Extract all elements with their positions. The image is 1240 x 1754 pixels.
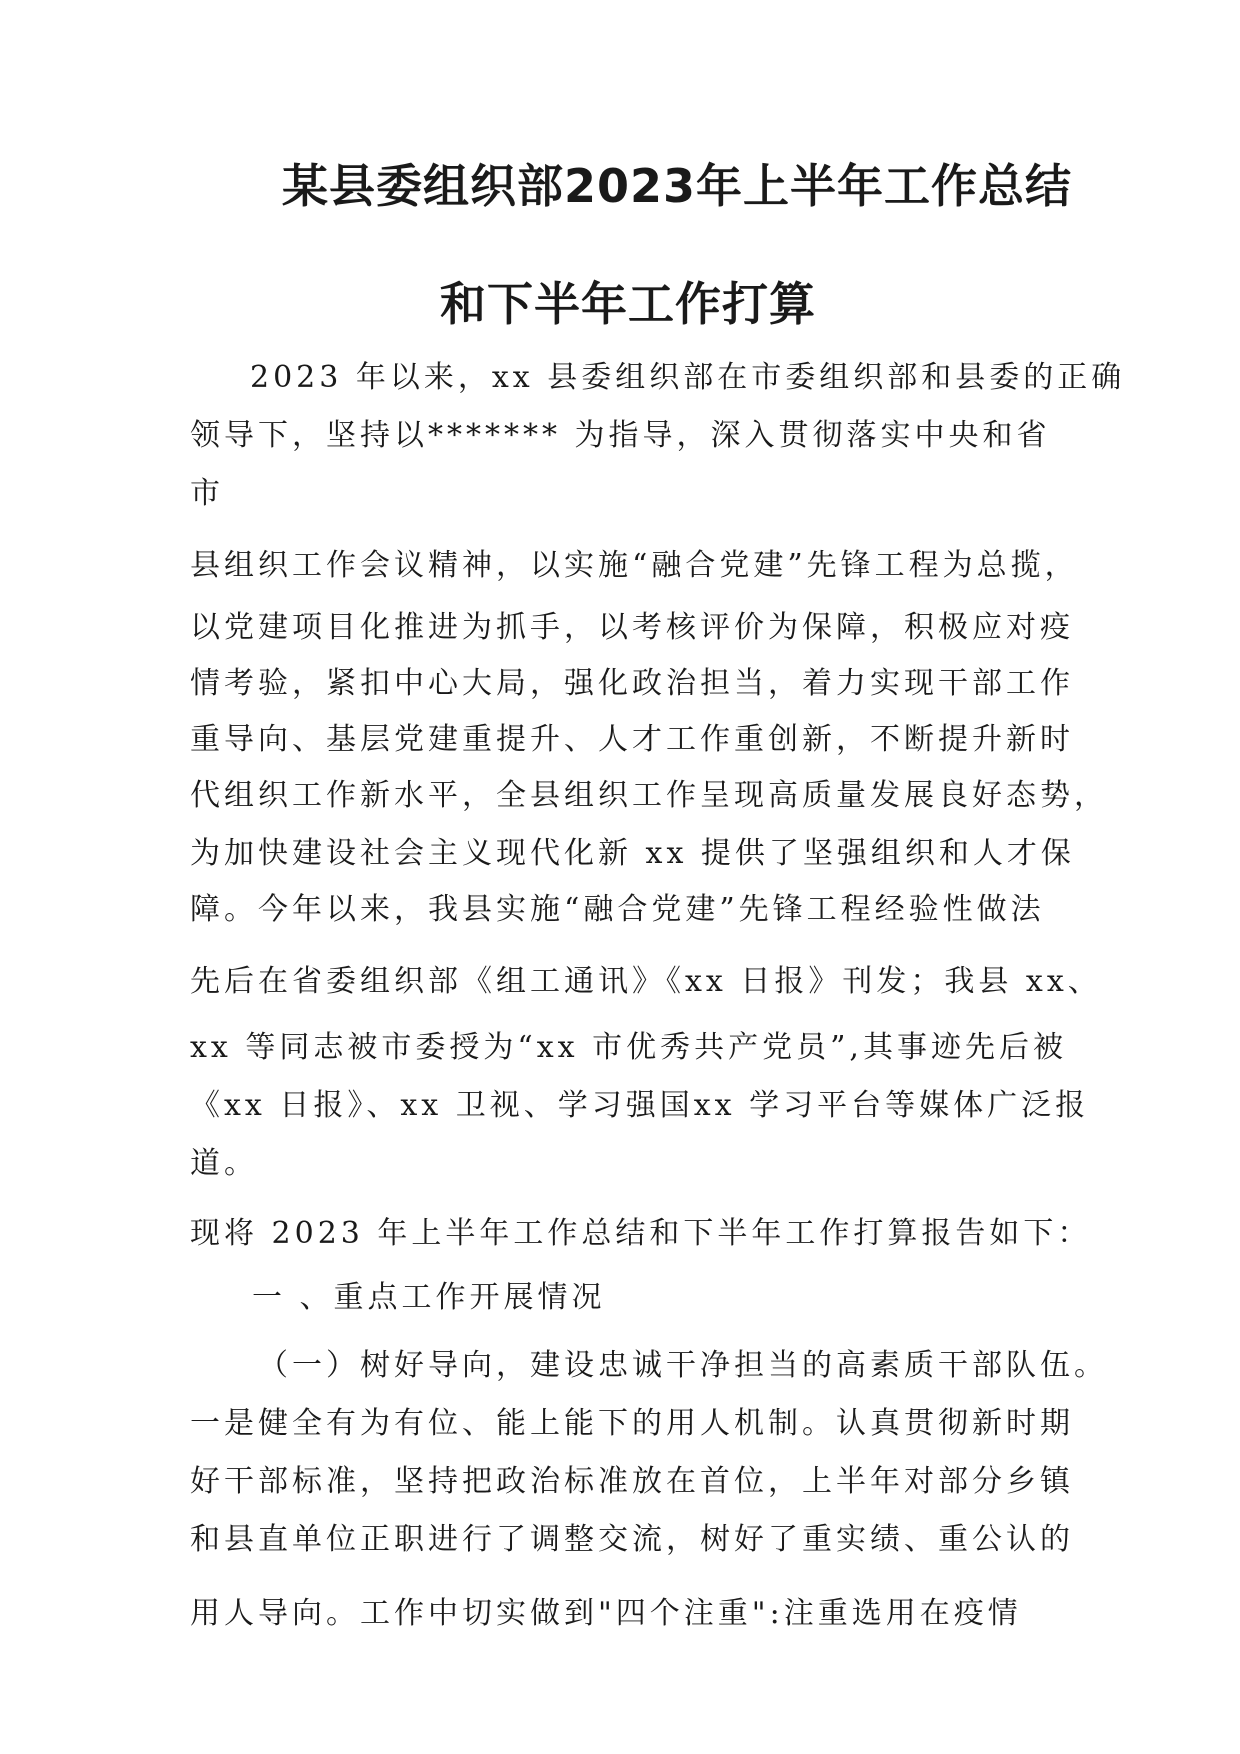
body-line: 用人导向。工作中切实做到"四个注重":注重选用在疫情 <box>190 1596 1022 1631</box>
body-line: 先后在省委组织部《组工通讯》《xx 日报》刊发；我县 xx、 <box>190 964 1102 999</box>
body-line: 情考验，紧扣中心大局，强化政治担当，着力实现干部工作 <box>190 666 1074 701</box>
section-heading: 一 、重点工作开展情况 <box>252 1280 606 1315</box>
body-line: 为加快建设社会主义现代化新 xx 提供了坚强组织和人才保 <box>190 836 1075 871</box>
body-line: 代组织工作新水平，全县组织工作呈现高质量发展良好态势， <box>190 778 1108 813</box>
body-line: 道。 <box>190 1146 258 1181</box>
body-line: 市 <box>190 476 224 511</box>
body-line: 领导下，坚持以******* 为指导，深入贯彻落实中央和省 <box>190 418 1051 453</box>
body-line: 一是健全有为有位、能上能下的用人机制。认真贯彻新时期 <box>190 1406 1074 1441</box>
body-line: xx 等同志被市委授为“xx 市优秀共产党员”,其事迹先后被 <box>190 1030 1067 1065</box>
document-title-line1: 某县委组织部2023年上半年工作总结 <box>282 159 1073 213</box>
body-line: 现将 2023 年上半年工作总结和下半年工作打算报告如下： <box>190 1216 1092 1251</box>
subsection-heading: （一）树好导向，建设忠诚干净担当的高素质干部队伍。 <box>258 1348 1108 1383</box>
body-line: 县组织工作会议精神，以实施“融合党建”先锋工程为总揽， <box>190 548 1079 583</box>
document-title-line2: 和下半年工作打算 <box>440 277 816 331</box>
body-line: 障。今年以来，我县实施“融合党建”先锋工程经验性做法 <box>190 892 1045 927</box>
body-line: 好干部标准，坚持把政治标准放在首位，上半年对部分乡镇 <box>190 1464 1074 1499</box>
body-line: 以党建项目化推进为抓手，以考核评价为保障，积极应对疫 <box>190 610 1074 645</box>
body-line: 2023 年以来，xx 县委组织部在市委组织部和县委的正确 <box>250 360 1126 395</box>
body-line: 《xx 日报》、xx 卫视、学习强国xx 学习平台等媒体广泛报 <box>190 1088 1090 1123</box>
body-line: 重导向、基层党建重提升、人才工作重创新，不断提升新时 <box>190 722 1074 757</box>
body-line: 和县直单位正职进行了调整交流，树好了重实绩、重公认的 <box>190 1522 1074 1557</box>
